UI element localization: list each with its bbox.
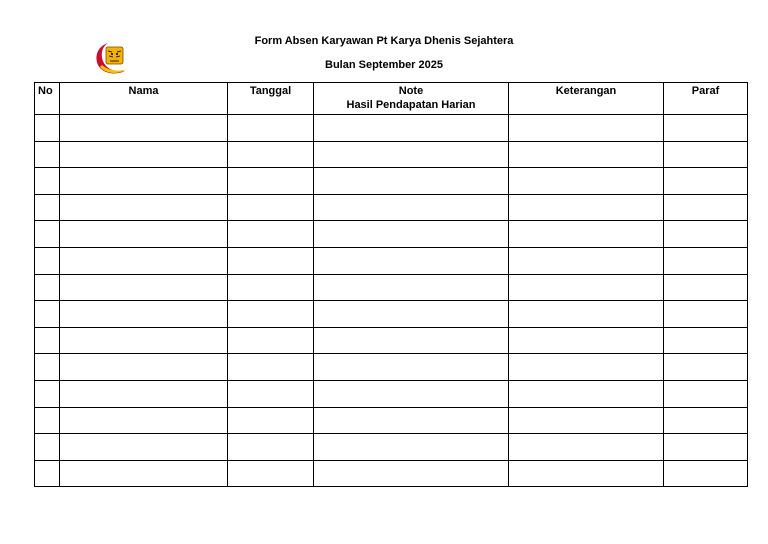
cell-no[interactable] bbox=[35, 380, 60, 407]
cell-note[interactable] bbox=[314, 434, 509, 461]
cell-tanggal[interactable] bbox=[228, 301, 314, 328]
cell-nama[interactable] bbox=[60, 354, 228, 381]
cell-nama[interactable] bbox=[60, 221, 228, 248]
table-row bbox=[35, 407, 748, 434]
cell-keterangan[interactable] bbox=[509, 221, 664, 248]
cell-paraf[interactable] bbox=[664, 380, 748, 407]
cell-nama[interactable] bbox=[60, 460, 228, 487]
cell-no[interactable] bbox=[35, 434, 60, 461]
cell-paraf[interactable] bbox=[664, 407, 748, 434]
cell-nama[interactable] bbox=[60, 247, 228, 274]
cell-paraf[interactable] bbox=[664, 168, 748, 195]
cell-note[interactable] bbox=[314, 380, 509, 407]
table-row bbox=[35, 168, 748, 195]
cell-keterangan[interactable] bbox=[509, 141, 664, 168]
cell-paraf[interactable] bbox=[664, 274, 748, 301]
cell-nama[interactable] bbox=[60, 274, 228, 301]
table-row bbox=[35, 274, 748, 301]
cell-note[interactable] bbox=[314, 194, 509, 221]
table-row bbox=[35, 194, 748, 221]
cell-no[interactable] bbox=[35, 194, 60, 221]
cell-tanggal[interactable] bbox=[228, 168, 314, 195]
column-header-note-line2: Hasil Pendapatan Harian bbox=[346, 99, 476, 111]
cell-note[interactable] bbox=[314, 327, 509, 354]
cell-paraf[interactable] bbox=[664, 434, 748, 461]
form-title: Form Absen Karyawan Pt Karya Dhenis Sejahtera bbox=[254, 35, 514, 47]
cell-no[interactable] bbox=[35, 141, 60, 168]
cell-nama[interactable] bbox=[60, 301, 228, 328]
cell-tanggal[interactable] bbox=[228, 274, 314, 301]
cell-note[interactable] bbox=[314, 407, 509, 434]
cell-paraf[interactable] bbox=[664, 221, 748, 248]
cell-keterangan[interactable] bbox=[509, 168, 664, 195]
cell-note[interactable] bbox=[314, 247, 509, 274]
cell-no[interactable] bbox=[35, 354, 60, 381]
cell-keterangan[interactable] bbox=[509, 354, 664, 381]
cell-paraf[interactable] bbox=[664, 301, 748, 328]
cell-note[interactable] bbox=[314, 301, 509, 328]
table-row bbox=[35, 301, 748, 328]
table-row bbox=[35, 141, 748, 168]
cell-nama[interactable] bbox=[60, 407, 228, 434]
attendance-table bbox=[34, 82, 748, 487]
cell-nama[interactable] bbox=[60, 327, 228, 354]
table-row bbox=[35, 460, 748, 487]
column-header-keterangan: Keterangan bbox=[509, 83, 664, 115]
cell-paraf[interactable] bbox=[664, 247, 748, 274]
table-row bbox=[35, 380, 748, 407]
cell-keterangan[interactable] bbox=[509, 115, 664, 142]
cell-keterangan[interactable] bbox=[509, 407, 664, 434]
cell-no[interactable] bbox=[35, 274, 60, 301]
cell-no[interactable] bbox=[35, 115, 60, 142]
cell-note[interactable] bbox=[314, 141, 509, 168]
table-row bbox=[35, 327, 748, 354]
column-header-nama: Nama bbox=[60, 83, 228, 115]
cell-paraf[interactable] bbox=[664, 194, 748, 221]
table-row bbox=[35, 115, 748, 142]
cell-no[interactable] bbox=[35, 221, 60, 248]
cell-nama[interactable] bbox=[60, 168, 228, 195]
table-header-row bbox=[35, 83, 748, 115]
cell-nama[interactable] bbox=[60, 380, 228, 407]
cell-note[interactable] bbox=[314, 221, 509, 248]
cell-nama[interactable] bbox=[60, 115, 228, 142]
cell-paraf[interactable] bbox=[664, 354, 748, 381]
cell-paraf[interactable] bbox=[664, 115, 748, 142]
cell-no[interactable] bbox=[35, 247, 60, 274]
cell-keterangan[interactable] bbox=[509, 434, 664, 461]
cell-no[interactable] bbox=[35, 460, 60, 487]
cell-no[interactable] bbox=[35, 327, 60, 354]
cell-note[interactable] bbox=[314, 354, 509, 381]
cell-paraf[interactable] bbox=[664, 460, 748, 487]
cell-tanggal[interactable] bbox=[228, 247, 314, 274]
cell-keterangan[interactable] bbox=[509, 274, 664, 301]
cell-tanggal[interactable] bbox=[228, 434, 314, 461]
column-header-no: No bbox=[35, 83, 60, 115]
cell-tanggal[interactable] bbox=[228, 460, 314, 487]
cell-no[interactable] bbox=[35, 301, 60, 328]
cell-no[interactable] bbox=[35, 407, 60, 434]
cell-nama[interactable] bbox=[60, 434, 228, 461]
cell-note[interactable] bbox=[314, 460, 509, 487]
table-row bbox=[35, 354, 748, 381]
cell-paraf[interactable] bbox=[664, 141, 748, 168]
cell-nama[interactable] bbox=[60, 141, 228, 168]
table-row bbox=[35, 247, 748, 274]
column-header-paraf: Paraf bbox=[664, 83, 748, 115]
form-subtitle: Bulan September 2025 bbox=[325, 59, 443, 71]
cell-keterangan[interactable] bbox=[509, 194, 664, 221]
cell-note[interactable] bbox=[314, 274, 509, 301]
column-header-note bbox=[314, 83, 509, 115]
cell-keterangan[interactable] bbox=[509, 301, 664, 328]
cell-nama[interactable] bbox=[60, 194, 228, 221]
column-header-note-line1: Note bbox=[398, 85, 424, 97]
cell-tanggal[interactable] bbox=[228, 407, 314, 434]
column-header-tanggal: Tanggal bbox=[228, 83, 314, 115]
cell-keterangan[interactable] bbox=[509, 327, 664, 354]
table-body bbox=[35, 115, 748, 487]
cell-no[interactable] bbox=[35, 168, 60, 195]
cell-tanggal[interactable] bbox=[228, 327, 314, 354]
cell-tanggal[interactable] bbox=[228, 380, 314, 407]
cell-tanggal[interactable] bbox=[228, 115, 314, 142]
cell-keterangan[interactable] bbox=[509, 247, 664, 274]
cell-tanggal[interactable] bbox=[228, 221, 314, 248]
cell-keterangan[interactable] bbox=[509, 460, 664, 487]
cell-tanggal[interactable] bbox=[228, 354, 314, 381]
cell-tanggal[interactable] bbox=[228, 194, 314, 221]
table-row bbox=[35, 221, 748, 248]
cell-keterangan[interactable] bbox=[509, 380, 664, 407]
table-row bbox=[35, 434, 748, 461]
cell-paraf[interactable] bbox=[664, 327, 748, 354]
cell-note[interactable] bbox=[314, 168, 509, 195]
cell-tanggal[interactable] bbox=[228, 141, 314, 168]
cell-note[interactable] bbox=[314, 115, 509, 142]
